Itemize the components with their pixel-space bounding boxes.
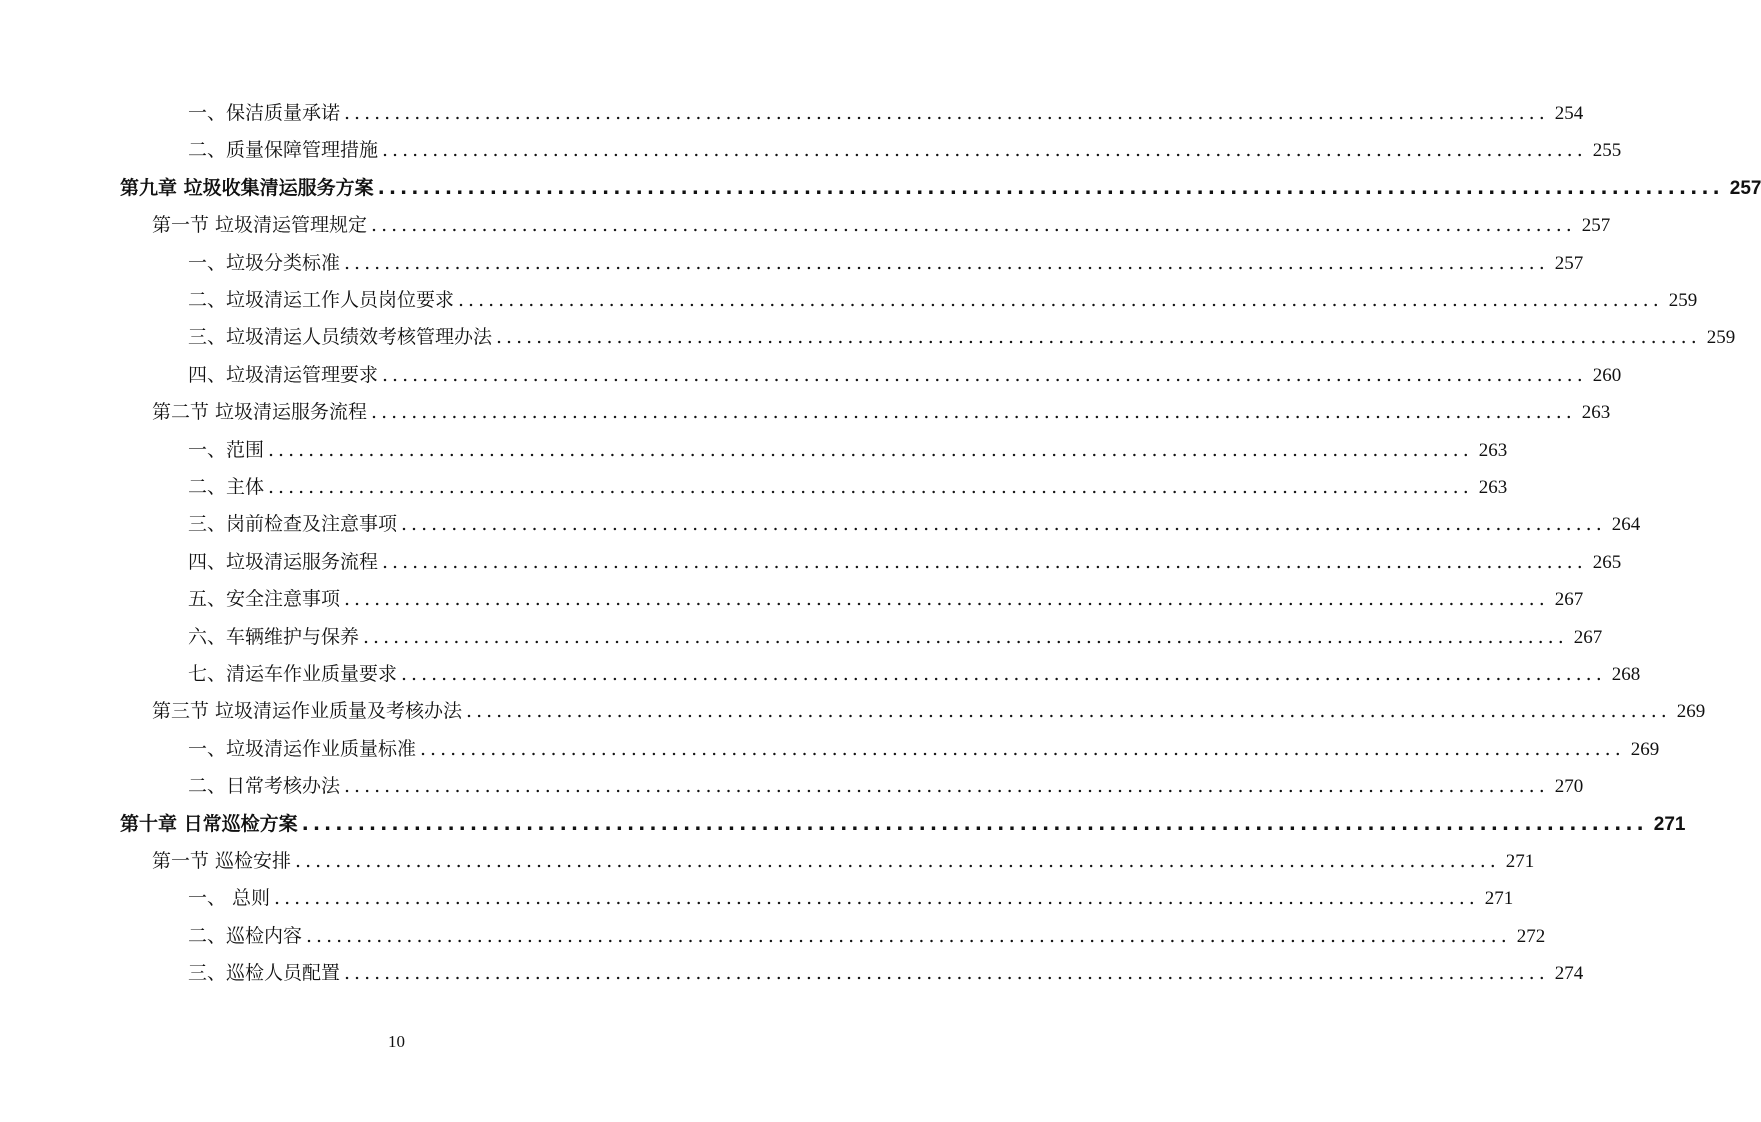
toc-entry-title: 六、车辆维护与保养 (188, 625, 360, 648)
toc-entry-page-number: 268 (1611, 664, 1641, 685)
toc-entry-title: 一、垃圾分类标准 (188, 251, 341, 274)
toc-entry-page-number: 271 (1653, 813, 1686, 835)
toc-section-entry[interactable] (152, 399, 1611, 425)
toc-leader-dots: ........................................................................................................................ (371, 214, 1576, 237)
toc-subsection-entry[interactable] (188, 773, 1584, 799)
toc-entry-page-number: 254 (1554, 103, 1584, 124)
toc-entry-page-number: 263 (1581, 402, 1611, 424)
toc-entry-page-number: 255 (1592, 140, 1622, 162)
toc-subsection-entry[interactable] (188, 885, 1514, 911)
toc-section-entry[interactable] (152, 848, 1535, 874)
toc-entry-title: 二、质量保障管理措施 (188, 139, 379, 162)
toc-entry-title: 七、清运车作业质量要求 (188, 663, 398, 685)
toc-entry-page-number: 270 (1554, 776, 1584, 798)
toc-entry-page-number: 274 (1554, 963, 1584, 985)
toc-entry-page-number: 267 (1554, 589, 1584, 611)
toc-subsection-entry[interactable] (188, 624, 1603, 650)
toc-leader-dots: ........................................................................................................................ (382, 363, 1587, 386)
toc-subsection-entry[interactable] (188, 137, 1622, 163)
toc-entry-title: 五、安全注意事项 (188, 588, 341, 611)
toc-leader-dots: ........................................................................................................................ (382, 139, 1587, 162)
toc-entry-page-number: 264 (1611, 514, 1641, 536)
toc-leader-dots: ........................................................................................................................ (363, 625, 1568, 648)
toc-subsection-entry[interactable] (188, 511, 1641, 537)
toc-entry-page-number: 271 (1484, 888, 1514, 910)
toc-subsection-entry[interactable] (188, 549, 1622, 575)
toc-entry-title: 一、保洁质量承诺 (188, 102, 341, 124)
toc-leader-dots: ........................................................................................................................ (401, 663, 1606, 685)
toc-entry-title: 四、垃圾清运管理要求 (188, 363, 379, 386)
toc-entry-title: 第三节 垃圾清运作业质量及考核办法 (152, 700, 463, 723)
toc-leader-dots: ........................................................................................................................ (268, 476, 1473, 498)
toc-leader-dots: ........................................................................................................................ (344, 251, 1549, 274)
toc-chapter-entry[interactable] (120, 175, 1761, 201)
toc-leader-dots: ........................................................................................................................ (344, 102, 1549, 124)
toc-subsection-entry[interactable] (188, 474, 1508, 500)
toc-entry-title: 二、日常考核办法 (188, 775, 341, 798)
toc-leader-dots: ........................................................................................................................ (377, 176, 1724, 199)
toc-leader-dots: ........................................................................................................................ (274, 887, 1479, 910)
toc-entry-page-number: 259 (1706, 327, 1736, 349)
toc-entry-page-number: 269 (1676, 701, 1706, 723)
toc-entry-page-number: 257 (1554, 252, 1584, 274)
toc-entry-title: 二、主体 (188, 476, 265, 498)
toc-subsection-entry[interactable] (188, 586, 1584, 612)
toc-entry-title: 第一节 垃圾清运管理规定 (152, 214, 368, 237)
toc-entry-page-number: 267 (1573, 626, 1603, 648)
toc-entry-title: 第二节 垃圾清运服务流程 (152, 401, 368, 424)
toc-leader-dots: ........................................................................................................................ (344, 962, 1549, 985)
toc-subsection-entry[interactable] (188, 362, 1622, 388)
toc-leader-dots: ........................................................................................................................ (301, 812, 1648, 835)
toc-entry-title: 一、 总则 (188, 887, 271, 910)
toc-entry-title: 四、垃圾清运服务流程 (188, 550, 379, 573)
toc-chapter-entry[interactable] (120, 811, 1686, 837)
toc-section-entry[interactable] (152, 212, 1611, 238)
toc-entry-page-number: 263 (1478, 439, 1508, 461)
toc-leader-dots: ........................................................................................................................ (306, 924, 1511, 947)
toc-entry-title: 二、垃圾清运工作人员岗位要求 (188, 289, 455, 311)
toc-entry-title: 第一节 巡检安排 (152, 850, 292, 872)
toc-subsection-entry[interactable] (188, 324, 1736, 350)
toc-entry-page-number: 265 (1592, 551, 1622, 573)
toc-entry-page-number: 272 (1516, 925, 1546, 947)
toc-leader-dots: ........................................................................................................................ (466, 700, 1671, 723)
toc-leader-dots: ........................................................................................................................ (295, 850, 1500, 872)
toc-leader-dots: ........................................................................................................................ (382, 550, 1587, 573)
toc-entry-page-number: 263 (1478, 477, 1508, 498)
toc-leader-dots: ........................................................................................................................ (268, 438, 1473, 461)
toc-entry-title: 一、垃圾清运作业质量标准 (188, 737, 417, 760)
page-number-footer: 10 (388, 1032, 405, 1051)
toc-entry-title: 第十章 日常巡检方案 (120, 812, 298, 835)
toc-entry-page-number: 271 (1505, 851, 1535, 872)
toc-subsection-entry[interactable] (188, 437, 1508, 463)
toc-subsection-entry[interactable] (188, 100, 1584, 126)
toc-entry-title: 第九章 垃圾收集清运服务方案 (120, 176, 374, 199)
toc-leader-dots: ........................................................................................................................ (496, 326, 1701, 349)
toc-entry-page-number: 269 (1630, 738, 1660, 760)
toc-entry-title: 三、垃圾清运人员绩效考核管理办法 (188, 326, 493, 349)
toc-entry-title: 二、巡检内容 (188, 924, 303, 947)
toc-entry-page-number: 260 (1592, 364, 1622, 386)
toc-leader-dots: ........................................................................................................................ (420, 737, 1625, 760)
toc-subsection-entry[interactable] (188, 661, 1641, 687)
toc-subsection-entry[interactable] (188, 736, 1660, 762)
toc-leader-dots: ........................................................................................................................ (344, 775, 1549, 798)
toc-section-entry[interactable] (152, 698, 1706, 724)
toc-entry-page-number: 257 (1581, 215, 1611, 237)
toc-subsection-entry[interactable] (188, 960, 1584, 986)
toc-leader-dots: ........................................................................................................................ (344, 588, 1549, 611)
toc-subsection-entry[interactable] (188, 923, 1546, 949)
toc-leader-dots: ........................................................................................................................ (401, 513, 1606, 536)
toc-entry-title: 一、范围 (188, 438, 265, 461)
toc-leader-dots: ........................................................................................................................ (458, 289, 1663, 311)
toc-entry-title: 三、巡检人员配置 (188, 962, 341, 985)
toc-leader-dots: ........................................................................................................................ (371, 401, 1576, 424)
toc-subsection-entry[interactable] (188, 250, 1584, 276)
toc-entry-page-number: 257 (1729, 177, 1761, 199)
toc-subsection-entry[interactable] (188, 287, 1698, 313)
toc-entry-title: 三、岗前检查及注意事项 (188, 513, 398, 536)
toc-entry-page-number: 259 (1668, 290, 1698, 311)
